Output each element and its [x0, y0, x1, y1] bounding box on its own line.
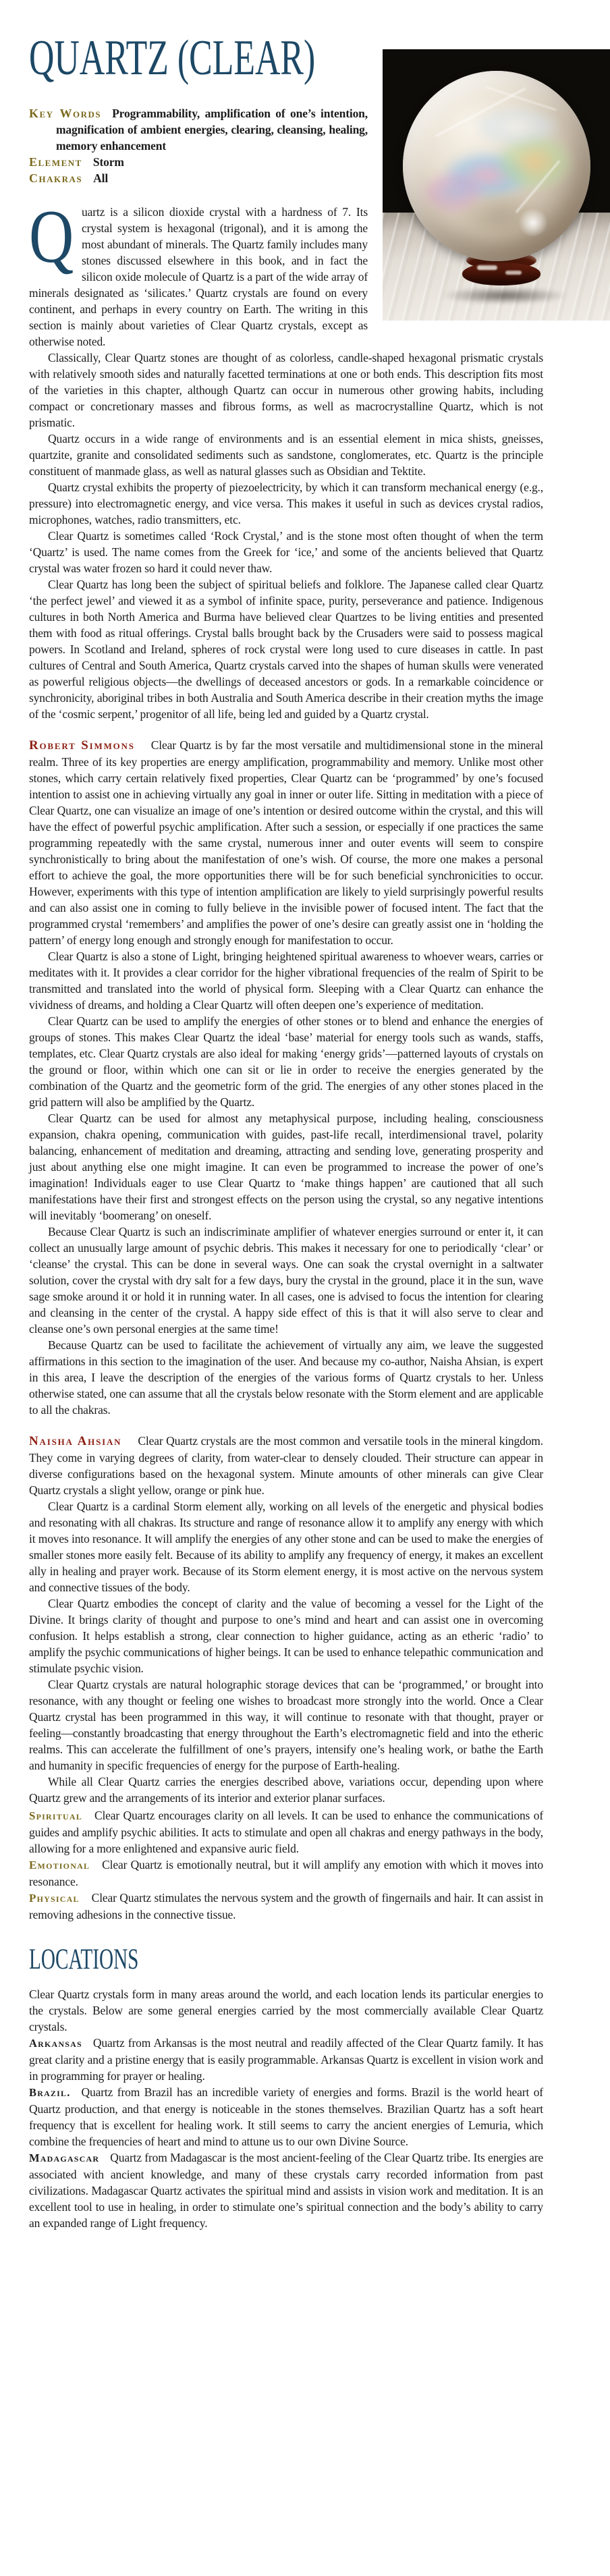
- locations-heading: LOCATIONS: [29, 1944, 139, 1975]
- aspect-label: Spiritual: [29, 1809, 82, 1822]
- page-title: QUARTZ (CLEAR): [29, 30, 316, 86]
- aspect-paragraph: Spiritual Clear Quartz encourages clarity on all levels. It can be used to enhance the communications of guides and amplify psychic abilities. It acts to stimulate and open all chakras and energy pathways in the body, allowing for a more enlightened and expansive auric field.: [29, 1809, 543, 1855]
- section-paragraph: Clear Quartz crystals are natural holographic storage devices that can be ‘programmed,’ or brought into resonance, with any thought or feeling one wishes to broadcast more strongly into the world. Once a Clear Quartz crystal has been programmed in this way, it will continue to resonate with that thought, prayer or feeling—constantly broadcasting that energy throughout the Earth’s electromagnetic field and into the etheric realms. This can accelerate the fulfillment of one’s prayers, intensify one’s healing work, or bathe the Earth and humanity in specific frequencies of energy for the purpose of Earth-healing.: [29, 1678, 543, 1772]
- section-paragraph: Clear Quartz can be used for almost any metaphysical purpose, including healing, consciousness expansion, chakra opening, communication with guides, past-life recall, interdimensional travel, polarity balancing, enhancement of meditation and dreaming, attracting and sending love, generating prosperity and just about anything else one might imagine. It can even be programmed to increase the power of one’s imagination! Individuals eager to use Clear Quartz to ‘make things happen’ are cautioned that all such manifestations have their first and strongest effects on the person using the crystal, so any negative intentions will inevitably ‘boomerang’ on oneself.: [29, 1112, 543, 1222]
- section-paragraph: Naisha Ahsian Clear Quartz crystals are the most common and versatile tools in the mineral kingdom. They come in varying degrees of clarity, from water-clear to densely clouded. Their structure can appear in diverse configurations based on the hexagonal system. Minute amounts of other minerals can give Clear Quartz crystals a slight yellow, orange or pink hue.: [29, 1434, 543, 1497]
- chakras-label: Chakras: [29, 171, 83, 185]
- section-paragraph: Because Clear Quartz is such an indiscriminate amplifier of whatever energies surround or enter it, it can collect an unusually large amount of psychic debris. This makes it necessary for one to periodically ‘clear’ or ‘cleanse’ the crystal. This can be done in several ways. One can soak the crystal overnight in a saltwater solution, cover the crystal with dry salt for a few days, bury the crystal in the ground, place it in the sun, wave sage smoke around it or hold it in running water. In all cases, one is advised to focus the intention for clearing and cleansing in the center of the crystal. A happy side effect of this is that it will also serve to clear and cleanse one’s own personal energies at the same time!: [29, 1225, 543, 1336]
- author-section: [29, 1433, 543, 1806]
- section-paragraph: Clear Quartz is also a stone of Light, bringing heightened spiritual awareness to whoever wears, carries or meditates with it. It provides a clear corridor for the higher vibrational frequencies of the realm of Spirit to be transmitted and translated into the world of physical form. Sleeping with a Clear Quartz can enhance the vividness of dreams, and holding a Clear Quartz will often deepen one’s experience of meditation.: [29, 950, 543, 1012]
- intro-paragraph: Quartz is a silicon dioxide crystal with a hardness of 7. Its crystal system is hexagonal (trigonal), and it is among the most abundant of minerals. The Quartz family includes many stones discussed elsewhere in this book, and in fact the silicon oxide molecule of Quartz is a part of the wide array of minerals designated as ‘silicates.’ Quartz crystals are found on every continent, and perhaps in every country on Earth. The writing in this section is mainly about varieties of Clear Quartz crystals, except as otherwise noted.: [29, 195, 368, 348]
- intro-paragraph: Quartz occurs in a wide range of environments and is an essential element in mica shists, gneisses, quartzite, granite and consolidated sediments such as sandstone, conglomerates, etc. Quartz is the principle constituent of manmade glass, as well as natural glasses such as Obsidian and Tektite.: [29, 432, 543, 478]
- stand-highlight: [505, 271, 522, 275]
- author-label: Naisha Ahsian: [29, 1434, 122, 1448]
- location-entry: Madagascar Quartz from Madagascar is the most ancient-feeling of the Clear Quartz tribe. Its energies are associated with ancient knowledge, and many of these crystals carry recorded information from past civilizations. Madagascar Quartz activates the spiritual mind and assists in vision work and meditation. It is an excellent tool to use in healing, in order to stimulate one’s spiritual connection and the body’s ability to carry an expanded range of Light frequency.: [29, 2151, 543, 2230]
- aspect-paragraph: Emotional Clear Quartz is emotionally neutral, but it will amplify any emotion with which it moves into resonance.: [29, 1858, 543, 1888]
- section-paragraph: Robert Simmons Clear Quartz is by far the most versatile and multidimensional stone in the mineral realm. Three of its key properties are energy amplification, programmability and memory. Unlike most other stones, which carry certain relatively fixed properties, Clear Quartz can be ‘programmed’ by one’s focused intention to assist one in achieving virtually any goal in inner or outer life. Sitting in meditation with a piece of Clear Quartz, one can visualize an image of one’s intention or desired outcome within the crystal, and this will have the effect of powerful psychic amplification. After such a session, or especially if one practices the same programming repeatedly with the same crystal, numerous inner and outer events will seem to conspire synchronistically to bring about the manifestation of one’s wish. Of course, the more one makes a personal effort to achieve the goal, the more opportunities there will be for such beneficial synchronicities to occur. However, experiments with this type of intention amplification are likely to yield surprisingly powerful results and can also assist one in coming to fully believe in the invisible power of focused intent. The fact that the programmed crystal ‘remembers’ and amplifies the power of one’s desire can greatly assist one in ‘holding the pattern’ of energy long enough and strongly enough for manifestation to occur.: [29, 738, 544, 947]
- location-entries: [29, 2035, 543, 2231]
- chakras-value: All: [93, 171, 109, 185]
- section-paragraph: Because Quartz can be used to facilitate the achievement of virtually any aim, we leave the suggested affirmations in this section to the imagination of the user. And because my co-author, Naisha Ahsian, is expert in this area, I leave the description of the energies of the various forms of Quartz crystals to her. Unless otherwise stated, one can assume that all the crystals below resonate with the Storm element and are applicable to all the chakras.: [29, 1338, 543, 1417]
- element-value: Storm: [92, 155, 124, 169]
- sparkle-inclusion: [518, 209, 549, 236]
- aspect-label: Emotional: [29, 1859, 90, 1871]
- stand-highlight: [477, 265, 497, 270]
- drop-cap: Q: [29, 195, 74, 279]
- aspect-paragraph: Physical Clear Quartz stimulates the nervous system and the growth of fingernails and hair. It can assist in removing adhesions in the connective tissue.: [29, 1891, 543, 1921]
- author-sections: [29, 737, 543, 1806]
- section-paragraph: While all Clear Quartz carries the energies described above, variations occur, depending upon where Quartz grew and the arrangements of its interior and exterior planar surfaces.: [29, 1775, 543, 1805]
- key-words-value: Programmability, amplification of one’s intention, magnification of ambient energies, clearing, cleansing, healing, memory enhancement: [56, 107, 368, 153]
- aspect-paragraphs: [29, 1807, 543, 1923]
- quartz-sphere-photo: [383, 49, 610, 321]
- location-label: Brazil.: [29, 2086, 71, 2099]
- location-entry: Arkansas Quartz from Arkansas is the most neutral and readily affected of the Clear Quartz family. It has great clarity and a pristine energy that is easily programmable. Arkansas Quartz is excellent in vision work and in programming for prayer or healing.: [29, 2036, 543, 2083]
- author-label: Robert Simmons: [29, 738, 135, 752]
- key-words-label: Key Words: [29, 107, 102, 120]
- intro-paragraph: Clear Quartz is sometimes called ‘Rock Crystal,’ and is the stone most often thought of when the term ‘Quartz’ is used. The name comes from the Greek for ‘ice,’ and some of the ancients believed that Quartz crystal was water frozen so hard it could never thaw.: [29, 529, 543, 575]
- section-paragraph: Clear Quartz embodies the concept of clarity and the value of becoming a vessel for the Light of the Divine. It brings clarity of thought and purpose to one’s mind and heart and can assist one in overcoming confusion. It helps establish a strong, clear connection to higher guidance, acting as an etheric ‘radio’ to amplify the psychic communications of higher beings. It can be used to enhance telepathic communication and stimulate psychic vision.: [29, 1597, 543, 1675]
- location-entry: Brazil. Quartz from Brazil has an incredible variety of energies and forms. Brazil is the world heart of Quartz production, and that energy is noticeable in the stones themselves. Brazilian Quartz has a soft heart frequency that is excellent for healing work. It still seems to carry the ancient energies of Lemuria, which combine the frequencies of heart and mind to attune us to our own Divine Source.: [29, 2085, 543, 2148]
- location-label: Arkansas: [29, 2037, 82, 2050]
- cloudy-inclusion: [477, 108, 558, 145]
- photo-quartz-sphere: [403, 71, 590, 261]
- element-label: Element: [29, 155, 82, 169]
- aspect-label: Physical: [29, 1892, 80, 1904]
- intro-paragraph: Clear Quartz has long been the subject of spiritual beliefs and folklore. The Japanese called clear Quartz ‘the perfect jewel’ and viewed it as a symbol of infinite space, purity, perseverance and patience. Indigenous cultures in both North America and Burma have believed clear Quartzes to be living entities and presented them with food as ritual offerings. Crystal balls brought back by the Crusaders were said to possess magical powers. In Scotland and Ireland, spheres of rock crystal were long used to cure diseases in cattle. In past cultures of Central and South America, Quartz crystals carved into the shapes of human skulls were venerated as powerful religious objects—the dwellings of deceased ancestors or gods. In a remarkable coincidence or synchronicity, aboriginal tribes in both Australia and South America describe in their creation myths the image of the ‘cosmic serpent,’ progenitor of all life, being led and guided by a Quartz crystal.: [29, 578, 543, 721]
- author-section: [29, 737, 543, 1418]
- location-label: Madagascar: [29, 2152, 100, 2164]
- intro-paragraph: Quartz crystal exhibits the property of piezoelectricity, by which it can transform mechanical energy (e.g., pressure) into electromagnetic energy, and vice versa. This makes it useful in such as devices crystal radios, microphones, watches, radio transmitters, etc.: [29, 481, 543, 526]
- intro-paragraph: Classically, Clear Quartz stones are thought of as colorless, candle-shaped hexagonal prismatic crystals with relatively smooth sides and naturally facetted terminations at one or both ends. This description fits most of the varieties in this chapter, although Quartz can occur in numerous other growing habits, including compact or concretionary masses and fibrous forms, as well as macrocrystalline Quartz, which is not prismatic.: [29, 351, 543, 429]
- section-paragraph: Clear Quartz is a cardinal Storm element ally, working on all levels of the energetic and physical bodies and resonating with all chakras. Its structure and range of resonance allow it to amplify any energy with which it moves into resonance. It will amplify the energies of any other stone and can be used to make the energies of smaller stones more easily felt. Because of its ability to amplify any frequency of energy, it makes an excellent ally in healing and prayer work. Because of its Storm element energy, it is most active on the nervous system and connective tissues of the body.: [29, 1500, 543, 1594]
- locations-intro: Clear Quartz crystals form in many areas around the world, and each location lends its particular energies to the crystals. Below are some general energies carried by the most commercially available Clear Quartz crystals.: [29, 1988, 543, 2033]
- stand-base: [462, 263, 540, 285]
- section-paragraph: Clear Quartz can be used to amplify the energies of other stones or to blend and enhance the energies of groups of stones. This makes Clear Quartz the ideal ‘base’ material for energy tools such as wands, staffs, templates, etc. Clear Quartz crystals are also ideal for making ‘energy grids’—patterned layouts of crystals on the ground or floor, within which one can sit or lie in order to receive the energies generated by the combination of the Quartz and the geometric form of the grid. The energies of any other stones placed in the grid pattern will also be amplified by the Quartz.: [29, 1014, 543, 1109]
